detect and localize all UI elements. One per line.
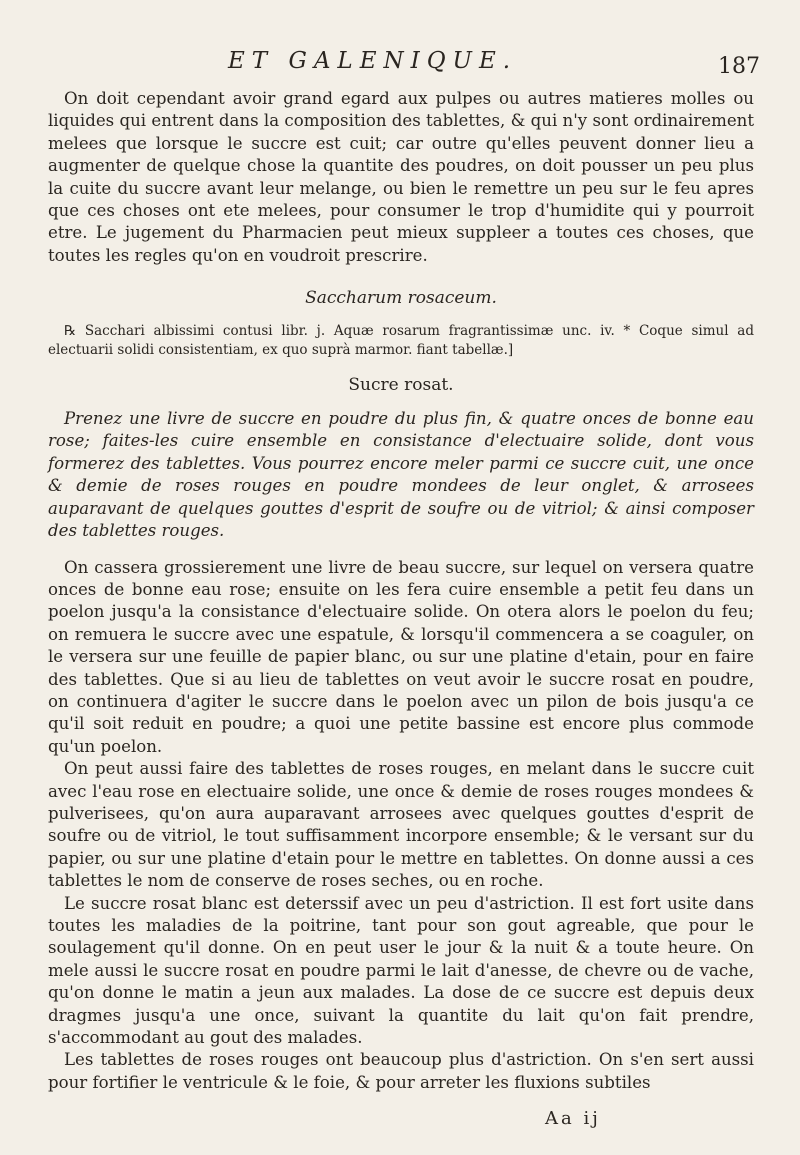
paragraph-intro: On doit cependant avoir grand egard aux pulpes ou autres matieres molles ou liquides qui entrent dans la composition des tablettes, & qui n'y sont ordinairement melees que lorsque le succre est cuit; car outre qu'elles peuvent donner lieu a augmenter de quelque chose la quantite des poudres, on doit pousser un peu plus la cuite du succre avant leur melange, ou bien le remettre un peu sur le feu apres que ces choses ont ete melees, pour consumer le trop d'humidite qui y pourroit etre. Le jugement du Pharmacien peut mieux suppleer a toutes ces choses, que toutes les regles qu'on en voudroit prescrire. (48, 89, 754, 265)
recipe-title-french: Sucre rosat. (348, 374, 454, 395)
recipe-title-latin: Saccharum rosaceum. (305, 288, 497, 309)
paragraph-astriction: Les tablettes de roses rouges ont beaucoup plus d'astriction. On s'en sert aussi pour fortifier le ventricule & le foie, & pour arreter les fluxions subtiles (48, 1050, 754, 1092)
body-text (48, 88, 754, 1094)
paragraph-red-tablets: On peut aussi faire des tablettes de roses rouges, en melant dans le succre cuit avec l'eau rose en electuaire solide, une once & demie de roses rouges mondees & pulverisees, qu'on aura auparavant arrosees avec quelques gouttes d'esprit de soufre ou de vitriol, le tout suffisamment incorpore ensemble; & le versant sur du papier, ou sur une platine d'etain pour le mettre en tablettes. On donne aussi a ces tablettes le nom de conserve de roses seches, ou en roche. (48, 759, 754, 891)
signature-catchword: Aa ij (545, 1108, 601, 1129)
french-recipe: Prenez une livre de succre en poudre du plus fin, & quatre onces de bonne eau rose; faites-les cuire ensemble en consistance d'electuaire solide, dont vous formerez des tablettes. Vous pourrez encore meler parmi ce succre cuit, une once & demie de roses rouges en poudre mondees de leur onglet, & arrosees auparavant de quelques gouttes d'esprit de soufre ou de vitriol; & ainsi composer des tablettes rouges. (48, 409, 754, 541)
spacer (48, 543, 754, 557)
running-title: ET GALENIQUE. (228, 48, 518, 74)
page-number: 187 (718, 54, 760, 79)
paragraph-uses: Le succre rosat blanc est deterssif avec un peu d'astriction. Il est fort usite dans toutes les maladies de la poitrine, tant pour son gout agreable, que pour le soulagement qu'il donne. On en peut user le jour & la nuit & a toute heure. On mele aussi le succre rosat en poudre parmi le lait d'anesse, de chevre ou de vache, qu'on donne le matin a jeun aux malades. La dose de ce succre est depuis deux dragmes jusqu'a une once, suivant la quantite du lait qu'on fait prendre, s'accommodant au gout des malades. (48, 893, 754, 1048)
paragraph-preparation: On cassera grossierement une livre de beau succre, sur lequel on versera quatre onces de bonne eau rose; ensuite on les fera cuire ensemble a petit feu dans un poelon jusqu'a la consistance d'electuaire solide. On otera alors le poelon du feu; on remuera le succre avec une espatule, & lorsqu'il commencera a se coaguler, on le versera sur une feuille de papier blanc, ou sur une platine d'etain, pour en faire des tablettes. Que si au lieu de tablettes on veut avoir le succre rosat en poudre, on continuera d'agiter le succre dans le poelon avec un pilon de bois jusqu'a ce qu'il soit reduit en poudre; a quoi une petite bassine est encore plus commode qu'un poelon. (48, 557, 754, 756)
latin-recipe: ℞ Sacchari albissimi contusi libr. j. Aquæ rosarum fragrantissimæ unc. iv. * Coque simul ad electuarii solidi consistentiam, ex quo suprà marmor. fiant tabellæ.] (48, 322, 754, 358)
